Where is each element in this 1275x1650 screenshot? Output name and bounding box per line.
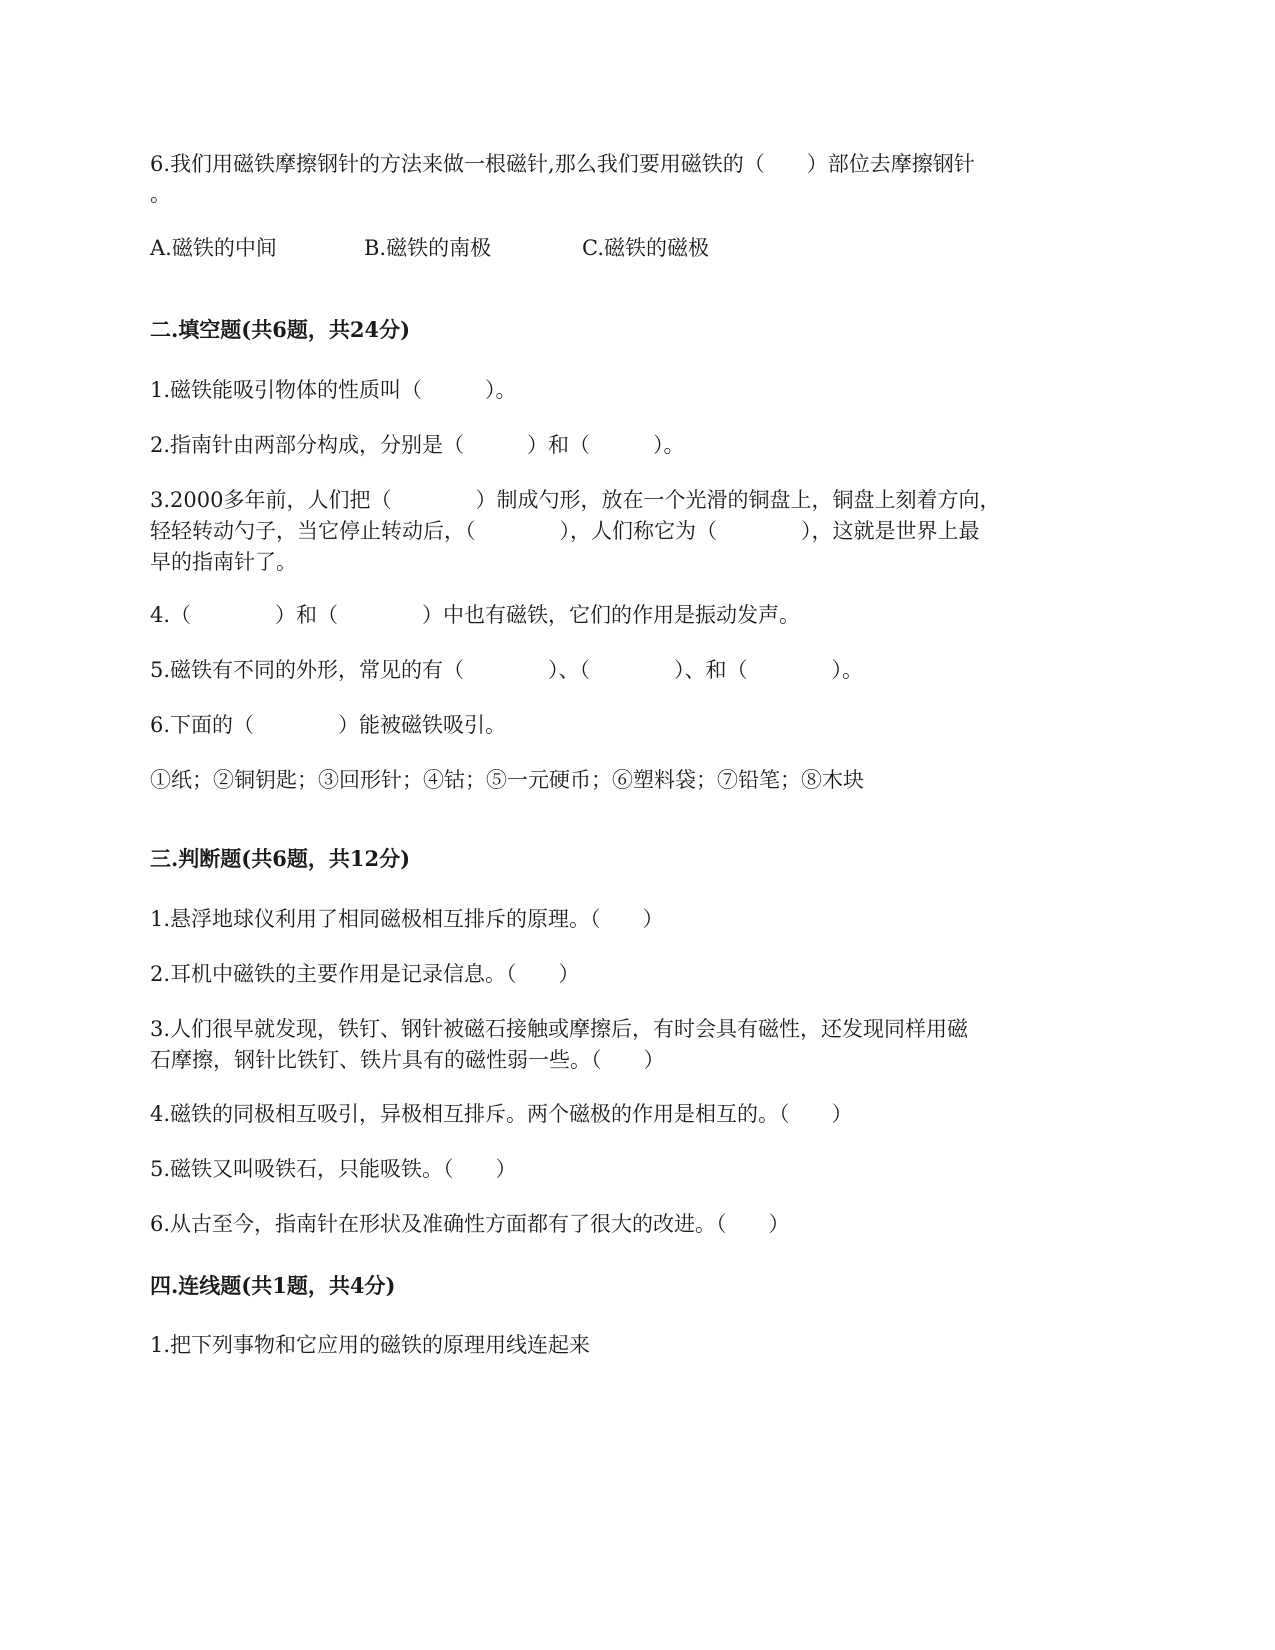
question-6-line1: 6.我们用磁铁摩擦钢针的方法来做一根磁针,那么我们要用磁铁的（ ）部位去摩擦钢针 bbox=[150, 152, 975, 176]
fill-question-5: 5.磁铁有不同的外形，常见的有（ ）、（ ）、和（ ）。 bbox=[150, 658, 864, 682]
option-b: B.磁铁的南极 bbox=[364, 236, 492, 260]
fill-question-6: 6.下面的（ ）能被磁铁吸引。 bbox=[150, 713, 507, 737]
fill-question-3-line2: 轻轻转动勺子，当它停止转动后，（ ），人们称它为（ ），这就是世界上最 bbox=[150, 519, 980, 543]
match-question-1: 1.把下列事物和它应用的磁铁的原理用线连起来 bbox=[150, 1333, 591, 1357]
judge-question-5: 5.磁铁又叫吸铁石，只能吸铁。（ ） bbox=[150, 1157, 517, 1181]
judge-question-2: 2.耳机中磁铁的主要作用是记录信息。（ ） bbox=[150, 962, 580, 986]
option-c: C.磁铁的磁极 bbox=[582, 236, 709, 260]
question-6-line2: 。 bbox=[150, 182, 171, 206]
fill-question-1: 1.磁铁能吸引物体的性质叫（ ）。 bbox=[150, 378, 517, 402]
fill-question-3-line3: 早的指南针了。 bbox=[150, 550, 297, 574]
fill-question-2: 2.指南针由两部分构成，分别是（ ）和（ ）。 bbox=[150, 433, 685, 457]
judge-question-3-line2: 石摩擦，钢针比铁钉、铁片具有的磁性弱一些。（ ） bbox=[150, 1048, 665, 1072]
judge-question-4: 4.磁铁的同极相互吸引，异极相互排斥。两个磁极的作用是相互的。（ ） bbox=[150, 1102, 853, 1126]
section-2-heading: 二.填空题(共6题，共24分) bbox=[150, 317, 411, 342]
section-4-heading: 四.连线题(共1题，共4分) bbox=[150, 1273, 396, 1298]
judge-question-1: 1.悬浮地球仪利用了相同磁极相互排斥的原理。（ ） bbox=[150, 907, 664, 931]
judge-question-3-line1: 3.人们很早就发现，铁钉、钢针被磁石接触或摩擦后，有时会具有磁性，还发现同样用磁 bbox=[150, 1017, 969, 1041]
fill-question-3-line1: 3.2000多年前，人们把（ ）制成勺形，放在一个光滑的铜盘上，铜盘上刻着方向， bbox=[150, 488, 1001, 512]
option-a: A.磁铁的中间 bbox=[150, 236, 277, 260]
fill-question-4: 4.（ ）和（ ）中也有磁铁，它们的作用是振动发声。 bbox=[150, 603, 801, 627]
fill-question-6-items: ①纸；②铜钥匙；③回形针；④钴；⑤一元硬币；⑥塑料袋；⑦铅笔；⑧木块 bbox=[150, 768, 864, 792]
section-3-heading: 三.判断题(共6题，共12分) bbox=[150, 846, 411, 871]
judge-question-6: 6.从古至今，指南针在形状及准确性方面都有了很大的改进。（ ） bbox=[150, 1212, 790, 1236]
